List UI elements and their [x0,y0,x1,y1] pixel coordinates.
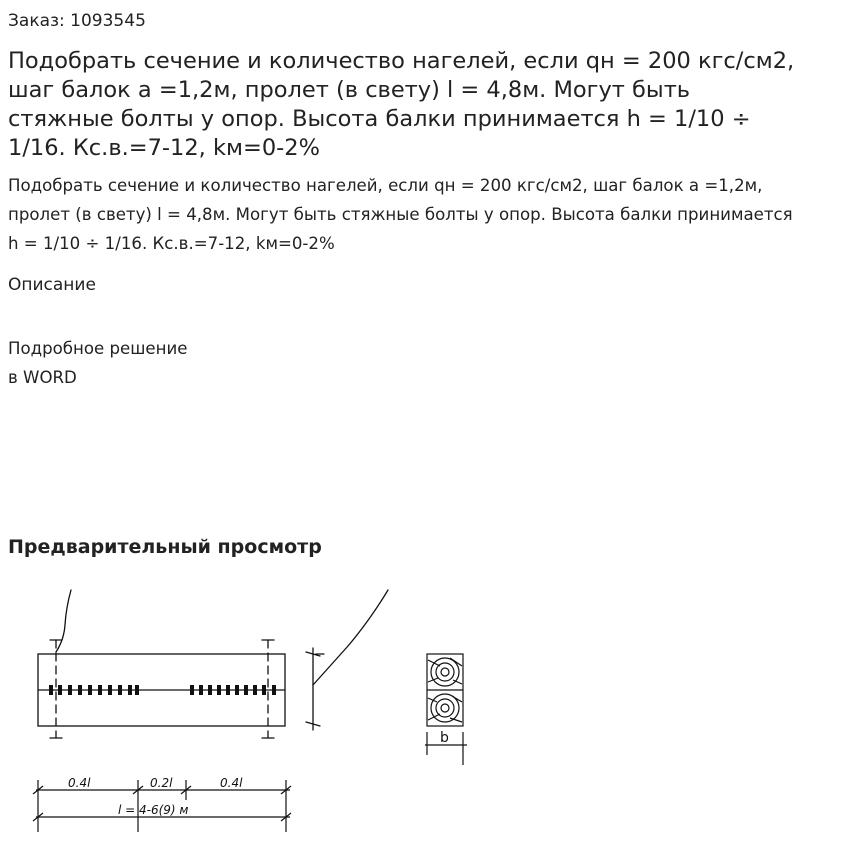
cross-section [425,654,467,765]
preview-heading: Предварительный просмотр [8,536,322,558]
order-number: Заказ: 1093545 [8,11,146,31]
solution-line-2: в WORD [8,368,77,387]
description-heading: Описание [8,275,96,295]
dim-total-label: l = 4-6(9) м [118,803,189,817]
task-text: Подобрать сечение и количество нагелей, если qн = 200 кгс/см2, шаг балок а =1,2м, пролет (в свету) l = 4,8м. Могут быть стяжные болты у опор. Высота балки принимается h = 1/10 ÷ 1/16. Кс.в.=7-12, kм=0-2% [8,176,793,253]
dim-mid-label: 0.2l [150,776,173,790]
solution-note [8,334,188,392]
preview-sketch [0,580,500,840]
leader-line-left [56,590,71,652]
solution-line-1: Подробное решение [8,339,188,358]
task-title: Подобрать сечение и количество нагелей, если qн = 200 кгс/см2, шаг балок а =1,2м, пролет (в свету) l = 4,8м. Могут быть стяжные болты у опор. Высота балки принимается h = 1/10 ÷ 1/16. Кс.в.=7-12, kм=0-2% [8,48,795,161]
dim-right-label: 0.4l [220,776,243,790]
section-width-label: b [440,730,449,746]
leader-line-right [313,590,388,685]
dim-left-label: 0.4l [68,776,91,790]
